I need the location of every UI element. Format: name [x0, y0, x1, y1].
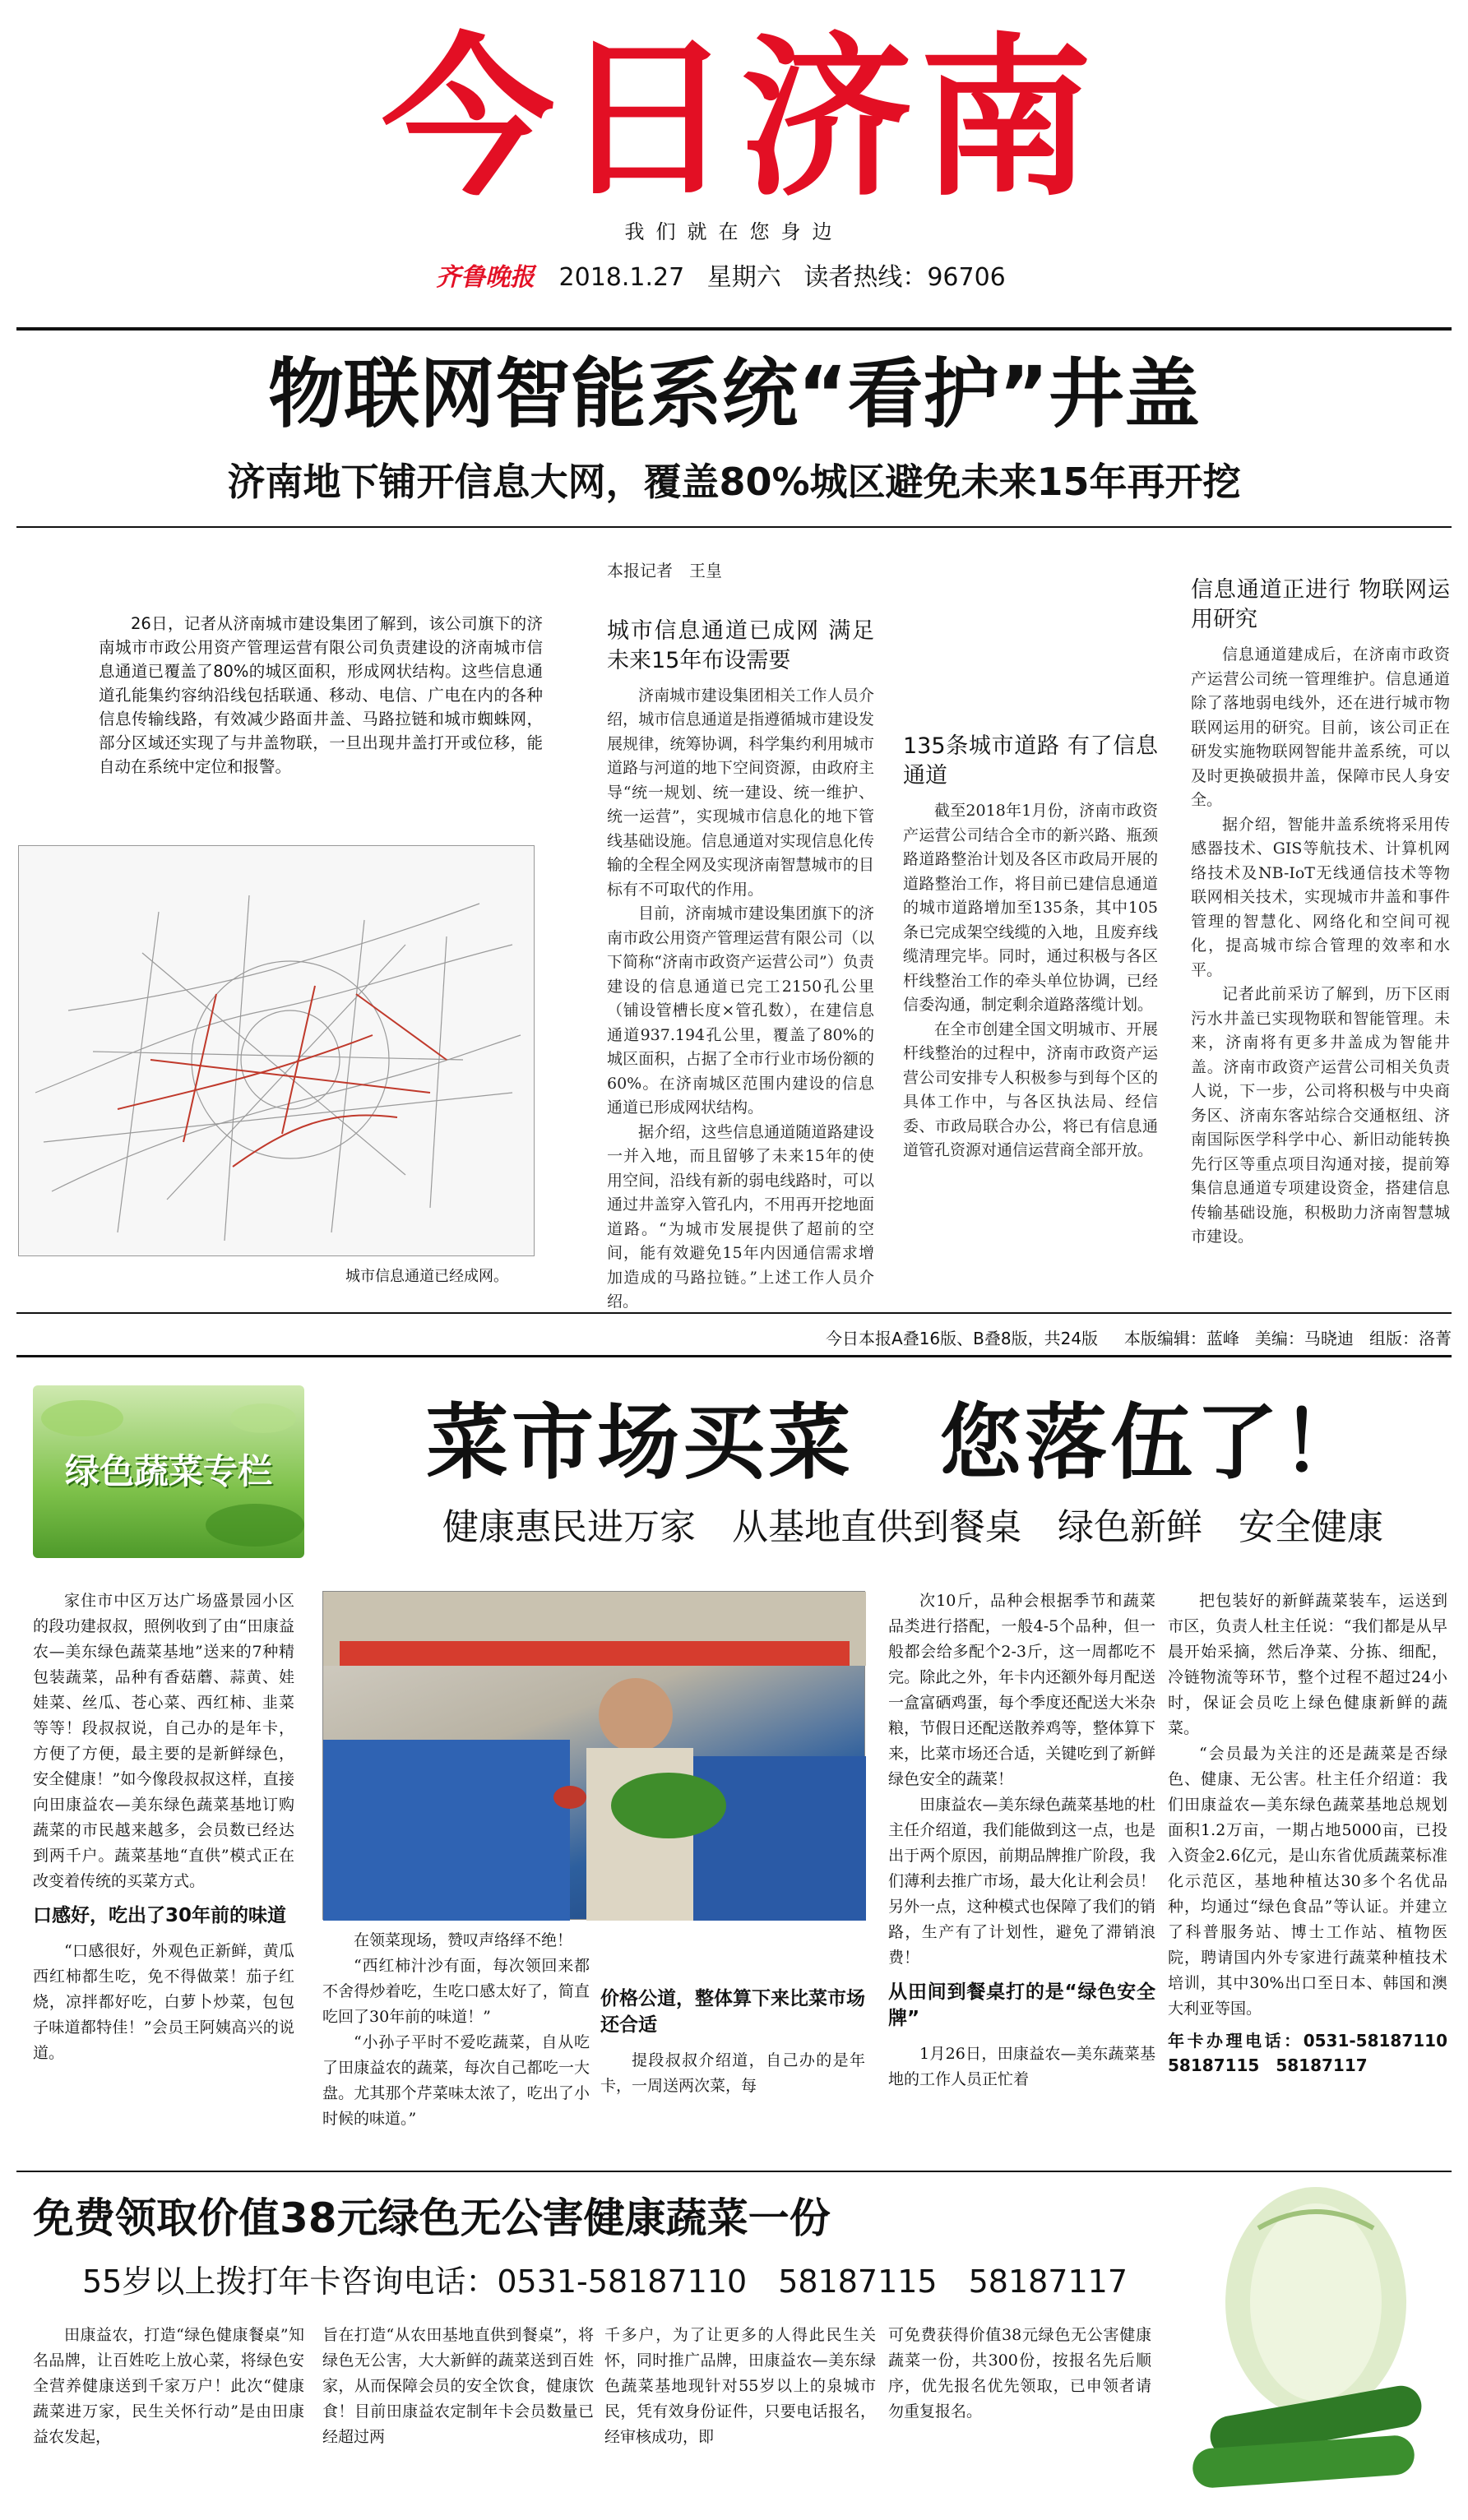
lead-paragraph: 26日，记者从济南城市建设集团了解到，该公司旗下的济南城市市政公用资产管理运营有限公司负责建设的济南城市信息通道已覆盖了80%的城区面积，形成网状结构。这些信息通道孔能集约容纳沿线包括联通、移动、电信、广电在内的各种信息传输线路，有效减少路面井盖、马路拉链和城市蜘蛛网，部分区域还实现了与井盖物联，一旦出现井盖打开或位移，能自动在系统中定位和报警。: [99, 614, 543, 776]
byline: 本报记者 王皇: [607, 561, 722, 580]
photo-graphic: [323, 1592, 866, 1921]
veg-paragraph: 家住市中区万达广场盛景园小区的段功建叔叔，照例收到了由“田康益农—美东绿色蔬菜基地”送来的7种精包装蔬菜，品种有香菇蘑、蒜黄、娃娃菜、丝瓜、苍心菜、西红柿、韭菜等等！段叔叔说，自己办的是年卡，方便了方便，最主要的是新鲜绿色，安全健康！”如今像段叔叔这样，直接向田康益农—美东绿色蔬菜基地订购蔬菜的市民越来越多，会员数已经达到两千户。蔬菜基地“直供”模式正在改变着传统的买菜方式。: [33, 1592, 294, 1890]
reader-hotline: 读者热线：96706: [803, 263, 1006, 292]
veg-subhead-1: 口感好，吃出了30年前的味道: [33, 1905, 287, 1926]
article-column-2: [903, 559, 1158, 1299]
veg-column-2a: [322, 1928, 590, 2146]
section-1-paragraph: 济南城市建设集团相关工作人员介绍，城市信息通道是指遵循城市建设发展规律，统筹协调，科学集约利用城市道路与河道的地下空间资源，由政府主导“统一规划、统一建设、统一维护、统一运营”，实现城市信息化的地下管线基础设施。信息通道对实现信息化传输的全程全网及实现济南智慧城市的目标有不可取代的作用。: [607, 686, 874, 899]
masthead-divider: [16, 327, 1452, 331]
masthead-title: 今日济南: [381, 18, 1099, 220]
vegetable-illustration: [1160, 2179, 1447, 2508]
section-2-paragraph: 截至2018年1月份，济南市政资产运营公司结合全市的新兴路、瓶颈路道路整治计划及各区市政局开展的道路整治工作，将目前已建信息通道的城市道路增加至135条，其中105条已完成架空线缆的入地，且废弃线缆清理完毕。同时，通过积极与各区杆线整治工作的牵头单位协调，已经信委沟通，制定剩余道路落缆计划。: [903, 802, 1158, 1014]
veg-subheadline: 健康惠民进万家 从基地直供到餐桌 绿色新鲜 安全健康: [442, 1506, 1383, 1548]
offer-column-4: [888, 2323, 1151, 2504]
ad-section-top-rule: [16, 1355, 1452, 1357]
veg-column-2b: [600, 1928, 865, 2146]
annual-card-phone: [1168, 2028, 1464, 2078]
offer-paragraph: 田康益农，打造“绿色健康餐桌”知名品牌，让百姓吃上放心菜，将绿色安全营养健康送到千家万户！此次“健康蔬菜进万家，民生关怀行动”是由田康益农发起，: [33, 2326, 304, 2446]
main-headline: 物联网智能系统“看护”井盖: [268, 350, 1200, 438]
editor-credit: 本版编辑：蓝峰: [1123, 1329, 1239, 1348]
phone-numbers: 0531-58187110 58187115 58187117: [1168, 2031, 1464, 2075]
veg-headline: 菜市场买菜 您落伍了！: [426, 1394, 1367, 1491]
offer-paragraph: 旨在打造“从农田基地直供到餐桌”，将绿色无公害，大大新鲜的蔬菜送到百姓家，从而保障会员的安全饮食，健康饮食！目前田康益农定制年卡会员数量已经超过两: [322, 2326, 594, 2446]
offer-headline: 免费领取价值38元绿色无公害健康蔬菜一份: [33, 2194, 831, 2242]
newspaper-brand: 齐鲁晚报: [436, 263, 535, 292]
offer-column-2: [322, 2323, 594, 2504]
dateline: [436, 257, 1021, 293]
veg-column-1: [33, 1588, 294, 2148]
footer-rule: [16, 1312, 1452, 1314]
cabbage-cucumber-icon: [1160, 2179, 1447, 2508]
edition-info: 今日本报A叠16版、B叠8版，共24版: [826, 1329, 1099, 1348]
green-veg-badge: [33, 1385, 304, 1558]
customer-photo: [322, 1591, 865, 1920]
masthead: [0, 0, 1468, 345]
section-title-1: 城市信息通道已成网 满足未来15年布设需要: [607, 617, 874, 673]
section-1-paragraph: 据介绍，这些信息通道随道路建设一并入地，而且留够了未来15年的使用空间，沿线有新的弱电线路时，可以通过井盖穿入管孔内，不用再开挖地面道路。“为城市发展提供了超前的空间，能有效避免15年内因通信需求增加造成的马路拉链。”上述工作人员介绍。: [607, 1122, 874, 1311]
section-1-paragraph: 目前，济南城市建设集团旗下的济南市政公用资产管理运营有限公司（以下简称“济南市政资产运营公司”）负责建设的信息通道已完工2150孔公里（铺设管槽长度×管孔数），在建信息通道937.194孔公里，覆盖了80%的城区面积，占据了全市行业市场份额的60%。在济南城区范围内建设的信息通道已形成网状结构。: [607, 904, 874, 1117]
veg-subhead-3: 从田间到餐桌打的是“绿色安全牌”: [888, 1981, 1155, 2029]
main-subheadline: 济南地下铺开信息大网，覆盖80%城区避免未来15年再开挖: [227, 460, 1241, 504]
offer-paragraph: 可免费获得价值38元绿色无公害健康蔬菜一份，共300份，按报名先后顺序，优先报名优先领取，已申领者请勿重复报名。: [888, 2326, 1151, 2421]
veg-paragraph: “西红柿汁沙有面，每次领回来都不舍得炒着吃，生吃口感太好了，简直吃回了30年前的味道！”: [322, 1957, 590, 2026]
section-2-paragraph: 在全市创建全国文明城市、开展杆线整治的过程中，济南市政资产运营公司安排专人积极参与到每个区的具体工作中，与各区执法局、经信委、市政局联合办公，将已有信息通道管孔资源对通信运营商全部开放。: [903, 1020, 1158, 1159]
issue-date: 2018.1.27: [558, 263, 685, 292]
section-3-paragraph: 信息通道建成后，在济南市政资产运营公司统一管理维护。信息通道除了落地弱电线外，还在进行城市物联网运用的研究。目前，该公司正在研发实施物联网智能井盖系统，可以及时更换破损井盖，保障市民人身安全。: [1191, 645, 1450, 809]
veg-badge-label: 绿色蔬菜专栏: [64, 1451, 272, 1491]
section-3-paragraph: 记者此前采访了解到，历下区雨污水井盖已实现物联和智能管理。未来，济南将有更多井盖成为智能井盖。济南市政资产运营公司相关负责人说，下一步，公司将积极与中央商务区、济南东客站综合交通枢纽、济南国际医学科学中心、新旧动能转换先行区等重点项目沟通对接，提前筹集信息通道专项建设资金，搭建信息传输基础设施，积极助力济南智慧城市建设。: [1191, 985, 1450, 1246]
designer-credit: 美编：马晓迪: [1254, 1329, 1354, 1348]
phone-label: 年卡办理电话：: [1168, 2031, 1304, 2051]
masthead-slogan: 我们就在您身边: [624, 220, 844, 243]
page-footer: [16, 1325, 1452, 1349]
issue-weekday: 星期六: [706, 263, 781, 292]
offer-paragraph: 千多户，为了让更多的人得此民生关怀，同时推广品牌，田康益农—美东绿色蔬菜基地现针对55岁以上的泉城市民，凭有效身份证件，只要电话报名，经审核成功，即: [604, 2326, 876, 2446]
proof-credit: 组版：洛菁: [1369, 1329, 1452, 1348]
veg-paragraph: 次10斤，品种会根据季节和蔬菜品类进行搭配，一般4-5个品种，但一般都会给多配个2-3斤，这一周都吃不完。除此之外，年卡内还额外每月配送一盒富硒鸡蛋，每个季度还配送大米杂粮，节假日还配送散养鸡等，整体算下来，比菜市场还合适，关键吃到了新鲜绿色安全的蔬菜！: [888, 1592, 1155, 1788]
veg-paragraph: 1月26日，田康益农—美东蔬菜基地的工作人员正忙着: [888, 2045, 1155, 2088]
veg-paragraph: 在领菜现场，赞叹声络绎不绝！: [354, 1931, 573, 1949]
article-column-1: [607, 559, 874, 1315]
section-3-paragraph: 据介绍，智能井盖系统将采用传感器技术、GIS等航技术、计算机网络技术及NB-IoT无线通信技术等物联网相关技术，实现城市井盖和事件管理的智慧化、网络化和空间可视化，提高城市综合管理的效率和水平。: [1191, 815, 1450, 979]
offer-phone-line: 55岁以上拨打年卡咨询电话：0531-58187110 58187115 58187117: [82, 2263, 1128, 2300]
offer-column-3: [604, 2323, 876, 2504]
veg-column-3: [888, 1588, 1155, 2148]
veg-column-4: [1168, 1588, 1464, 2148]
veg-paragraph: 田康益农—美东绿色蔬菜基地的杜主任介绍道，我们能做到这一点，也是出于两个原因，前期品牌推广阶段，我们薄利去推广市场，最大化让利会员！另外一点，这种模式也保障了我们的销路，生产有了计划性，避免了滞销浪费！: [888, 1796, 1155, 1967]
section-title-2: 135条城市道路 有了信息通道: [903, 733, 1158, 788]
map-graphic: [19, 846, 534, 1255]
veg-paragraph: 提段叔叔介绍道，自己办的是年卡，一周送两次菜，每: [600, 2051, 865, 2095]
offer-top-rule: [16, 2171, 1452, 2172]
veg-paragraph: “会员最为关注的还是蔬菜是否绿色、健康、无公害。杜主任介绍道：我们田康益农—美东绿色蔬菜基地总规划面积1.2万亩，一期占地5000亩，已投入资金2.6亿元，是山东省优质蔬菜标准化示范区，基地种植达30多个名优品种，均通过“绿色食品”等认证。并建立了科普服务站、博士工作站、植物医院，聘请国内外专家进行蔬菜种植技术培训，其中30%出口至日本、韩国和澳大利亚等国。: [1168, 1745, 1447, 2018]
article-column-3: [1191, 559, 1450, 1299]
map-caption: 城市信息通道已经成网。: [345, 1268, 508, 1285]
veg-subhead-2: 价格公道，整体算下来比菜市场还合适: [600, 1988, 865, 2036]
veg-paragraph: “口感很好，外观色正新鲜，黄瓜西红柿都生吃，免不得做菜！茄子红烧，凉拌都好吃，白萝卜炒菜，包包子味道都特佳！”会员王阿姨高兴的说道。: [33, 1942, 294, 2062]
city-map-figure: [18, 845, 535, 1256]
veg-paragraph: “小孙子平时不爱吃蔬菜，自从吃了田康益农的蔬菜，每次自己都吃一大盘。尤其那个芹菜味太浓了，吃出了小时候的味道。”: [322, 2033, 590, 2128]
headline-divider: [16, 526, 1452, 528]
offer-column-1: [33, 2323, 304, 2504]
section-title-3: 信息通道正进行 物联网运用研究: [1191, 577, 1450, 632]
veg-paragraph: 把包装好的新鲜蔬菜装车，运送到市区，负责人杜主任说：“我们都是从早晨开始采摘，然后净菜、分拣、细配，冷链物流等环节，整个过程不超过24小时，保证会员吃上绿色健康新鲜的蔬菜。: [1168, 1592, 1447, 1737]
